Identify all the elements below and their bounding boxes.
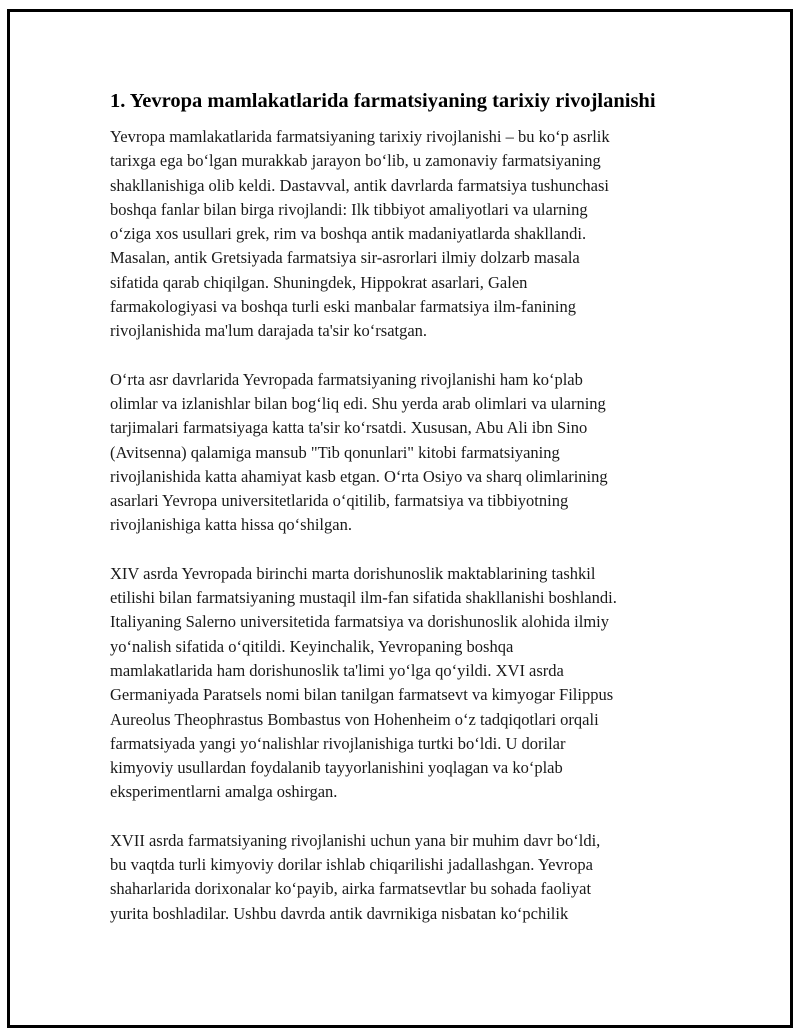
paragraph-line: asarlari Yevropa universitetlarida o‘qitilib, farmatsiya va tibbiyotning — [110, 491, 569, 511]
paragraph-line: kimyoviy usullardan foydalanib tayyorlanishini yoqlagan va ko‘plab — [110, 758, 563, 778]
paragraph-line: farmatsiyada yangi yo‘nalishlar rivojlanishiga turtki bo‘ldi. U dorilar — [110, 733, 566, 753]
paragraph-line: Germaniyada Paratsels nomi bilan tanilgan farmatsevt va kimyogar Filippus — [110, 685, 614, 705]
paragraph-line: tarixga ega bo‘lgan murakkab jarayon bo‘lib, u zamonaviy farmatsiyaning — [110, 151, 601, 171]
paragraph-line: Yevropa mamlakatlarida farmatsiyaning tarixiy rivojlanishi – bu ko‘p asrlik — [110, 127, 610, 146]
paragraph-line: Aureolus Theophrastus Bombastus von Hohenheim o‘z tadqiqotlari orqali — [110, 709, 599, 729]
paragraph-line: XVII asrda farmatsiyaning rivojlanishi uchun yana bir muhim davr bo‘ldi, — [110, 830, 601, 850]
paragraph-line: rivojlanishida ma'lum darajada ta'sir ko‘rsatgan. — [110, 321, 428, 341]
paragraph-line: tarjimalari farmatsiyaga katta ta'sir ko‘rsatdi. Xususan, Abu Ali ibn Sino — [110, 418, 588, 438]
paragraph-line: boshqa fanlar bilan birga rivojlandi: Ilk tibbiyot amaliyotlari va ularning — [110, 199, 588, 219]
paragraph-middle-ages — [110, 368, 685, 538]
paragraph-line: olimlar va izlanishlar bilan bog‘liq edi. Shu yerda arab olimlari va ularning — [110, 393, 606, 413]
paragraph-line: (Avitsenna) qalamiga mansub "Tib qonunlari" kitobi farmatsiyaning — [110, 442, 560, 462]
paragraph-line: mamlakatlarida ham dorishunoslik ta'limi yo‘lga qo‘yildi. XVI asrda — [110, 660, 564, 680]
paragraph-line: shakllanishiga olib keldi. Dastavval, antik davrlarda farmatsiya tushunchasi — [110, 175, 609, 195]
section-heading: 1. Yevropa mamlakatlarida farmatsiyaning tarixiy rivojlanishi — [110, 90, 656, 112]
paragraph-line: farmakologiyasi va boshqa turli eski manbalar farmatsiya ilm-fanining — [110, 297, 576, 317]
paragraph-line: bu vaqtda turli kimyoviy dorilar ishlab chiqarilishi jadallashgan. Yevropa — [110, 855, 593, 875]
paragraph-line: o‘ziga xos usullari grek, rim va boshqa antik madaniyatlarda shakllandi. — [110, 224, 587, 244]
paragraph-line: eksperimentlarni amalga oshirgan. — [110, 782, 338, 802]
paragraph-line: etilishi bilan farmatsiyaning mustaqil ilm-fan sifatida shakllanishi boshlandi. — [110, 588, 617, 608]
document-body — [110, 87, 685, 950]
paragraph-line: Masalan, antik Gretsiyada farmatsiya sir-asrorlari ilmiy dolzarb masala — [110, 248, 580, 268]
paragraph-xvii-century — [110, 829, 685, 926]
paragraph-line: O‘rta asr davrlarida Yevropada farmatsiyaning rivojlanishi ham ko‘plab — [110, 369, 583, 389]
paragraph-line: Italiyaning Salerno universitetida farmatsiya va dorishunoslik alohida ilmiy — [110, 612, 610, 632]
paragraph-antiquity — [110, 125, 685, 344]
paragraph-line: yurita boshladilar. Ushbu davrda antik davrnikiga nisbatan ko‘pchilik — [110, 903, 569, 923]
paragraph-line: sifatida qarab chiqilgan. Shuningdek, Hippokrat asarlari, Galen — [110, 272, 528, 292]
paragraph-xiv-century — [110, 562, 685, 805]
paragraph-line: shaharlarida dorixonalar ko‘payib, airka farmatsevtlar bu sohada faoliyat — [110, 879, 592, 899]
paragraph-line: XIV asrda Yevropada birinchi marta dorishunoslik maktablarining tashkil — [110, 563, 596, 583]
paragraph-line: yo‘nalish sifatida o‘qitildi. Keyinchalik, Yevropaning boshqa — [110, 636, 514, 656]
paragraph-line: rivojlanishiga katta hissa qo‘shilgan. — [110, 515, 352, 535]
paragraph-line: rivojlanishida katta ahamiyat kasb etgan. O‘rta Osiyo va sharq olimlarining — [110, 466, 608, 486]
